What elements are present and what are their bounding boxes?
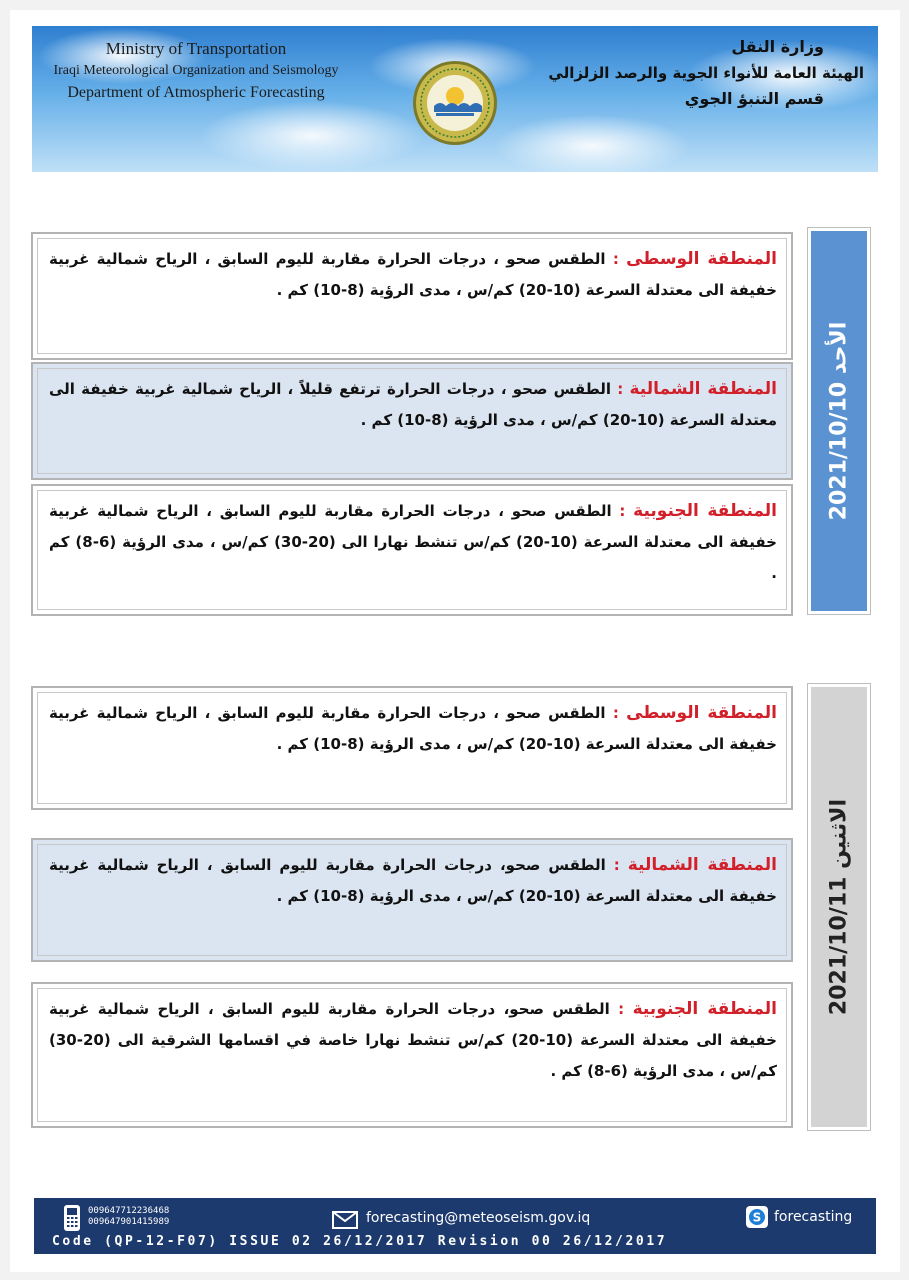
day1-date: 2021/10/10 الأحد <box>826 321 852 521</box>
day1-central-box <box>31 232 793 360</box>
day2-date: 2021/10/11 الاثنين <box>826 798 852 1016</box>
ministry-name-en: Ministry of Transportation <box>105 39 287 58</box>
email-icon <box>332 1211 358 1229</box>
day1-north-box <box>31 362 793 480</box>
forecast-text: الطقس صحو ، درجات الحرارة مقاربة لليوم السابق ، الرياح شمالية غربية خفيفة الى معتدلة السرعة (10-20) كم/س ، مدى الرؤية (8-10) كم . <box>49 250 777 299</box>
region-label: المنطقة الوسطى <box>626 249 777 269</box>
organization-name-ar: الهيئة العامة للأنواء الجوية والرصد الزلزالي <box>548 64 864 82</box>
region-label: المنطقة الوسطى <box>626 703 777 723</box>
day1-north-forecast: المنطقة الشمالية : الطقس صحو ، درجات الحرارة ترتفع قليلاً ، الرياح شمالية غربية خفيفة الى معتدلة السرعة (10-20) كم/س ، مدى الرؤية (8-10) كم . <box>49 379 777 429</box>
forecast-text: الطقس صحو، درجات الحرارة مقاربة لليوم السابق ، الرياح شمالية غربية خفيفة الى معتدلة السرعة (10-20) كم/س ، مدى الرؤية (8-10) كم . <box>49 856 777 905</box>
region-label: المنطقة الجنوبية <box>632 999 777 1019</box>
forecast-text: الطقس صحو ، درجات الحرارة مقاربة لليوم السابق ، الرياح شمالية غربية خفيفة الى معتدلة السرعة (10-20) كم/س ، مدى الرؤية (8-10) كم . <box>49 704 777 753</box>
department-name-ar: قسم التنبؤ الجوي <box>684 89 824 108</box>
day2-north-forecast: المنطقة الشمالية : الطقس صحو، درجات الحرارة مقاربة لليوم السابق ، الرياح شمالية غربية خفيفة الى معتدلة السرعة (10-20) كم/س ، مدى الرؤية (8-10) كم . <box>49 855 777 905</box>
region-label: المنطقة الشمالية <box>627 855 777 875</box>
ministry-name-ar: وزارة النقل <box>731 37 824 56</box>
forecast-text: الطقس صحو ، درجات الحرارة ترتفع قليلاً ، الرياح شمالية غربية خفيفة الى معتدلة السرعة (10-20) كم/س ، مدى الرؤية (8-10) كم . <box>49 380 777 429</box>
phone-numbers <box>88 1206 169 1228</box>
document-code-line: Code (QP-12-F07) ISSUE 02 26/12/2017 Revision 00 26/12/2017 <box>52 1234 668 1249</box>
organization-name-en: Iraqi Meteorological Organization and Seismology <box>53 63 339 78</box>
day2-south-box <box>31 982 793 1128</box>
email-address[interactable]: forecasting@meteoseism.gov.iq <box>366 1210 591 1226</box>
day1-central-forecast: المنطقة الوسطى : الطقس صحو ، درجات الحرارة مقاربة لليوم السابق ، الرياح شمالية غربية خفيفة الى معتدلة السرعة (10-20) كم/س ، مدى الرؤية (8-10) كم . <box>49 249 777 299</box>
forecast-text: الطقس صحو، درجات الحرارة مقاربة لليوم السابق ، الرياح شمالية غربية خفيفة الى معتدلة السرعة (10-20) كم/س تنشط نهارا خاصة في اقسامها الشرقية الى (20-30) كم/س ، مدى الرؤية (6-8) كم . <box>49 1000 777 1080</box>
phone-number-2: 009647901415989 <box>88 1217 170 1227</box>
forecast-text: الطقس صحو ، درجات الحرارة مقاربة لليوم السابق ، الرياح شمالية غربية خفيفة الى معتدلة السرعة (10-20) كم/س تنشط نهارا الى (20-30) كم/س ، مدى الرؤية (6-8) كم . <box>49 502 777 582</box>
day2-south-forecast: المنطقة الجنوبية : الطقس صحو، درجات الحرارة مقاربة لليوم السابق ، الرياح شمالية غربية خفيفة الى معتدلة السرعة (10-20) كم/س تنشط نهارا خاصة في اقسامها الشرقية الى (20-30) كم/س ، مدى الرؤية (6-8) كم . <box>49 999 777 1080</box>
skype-id[interactable]: forecasting <box>774 1209 853 1225</box>
svg-text:S: S <box>752 1210 762 1225</box>
day1-south-box <box>31 484 793 616</box>
day1-date-bar <box>808 228 870 614</box>
header-arabic <box>534 34 864 112</box>
region-label: المنطقة الجنوبية <box>633 501 777 521</box>
phone-number-1: 009647712236468 <box>88 1206 170 1216</box>
footer-bar <box>34 1198 876 1254</box>
header-banner <box>32 26 878 172</box>
phone-icon <box>62 1204 82 1232</box>
day2-north-box <box>31 838 793 962</box>
department-name-en: Department of Atmospheric Forecasting <box>67 84 325 101</box>
day1-south-forecast: المنطقة الجنوبية : الطقس صحو ، درجات الحرارة مقاربة لليوم السابق ، الرياح شمالية غربية خفيفة الى معتدلة السرعة (10-20) كم/س تنشط نهارا الى (20-30) كم/س ، مدى الرؤية (6-8) كم . <box>49 501 777 582</box>
day2-central-forecast: المنطقة الوسطى : الطقس صحو ، درجات الحرارة مقاربة لليوم السابق ، الرياح شمالية غربية خفيفة الى معتدلة السرعة (10-20) كم/س ، مدى الرؤية (8-10) كم . <box>49 703 777 753</box>
day2-central-box <box>31 686 793 810</box>
skype-icon <box>746 1206 768 1228</box>
organization-logo-icon <box>412 60 498 146</box>
day2-date-bar <box>808 684 870 1130</box>
header-english <box>46 38 346 104</box>
region-label: المنطقة الشمالية <box>629 379 777 399</box>
